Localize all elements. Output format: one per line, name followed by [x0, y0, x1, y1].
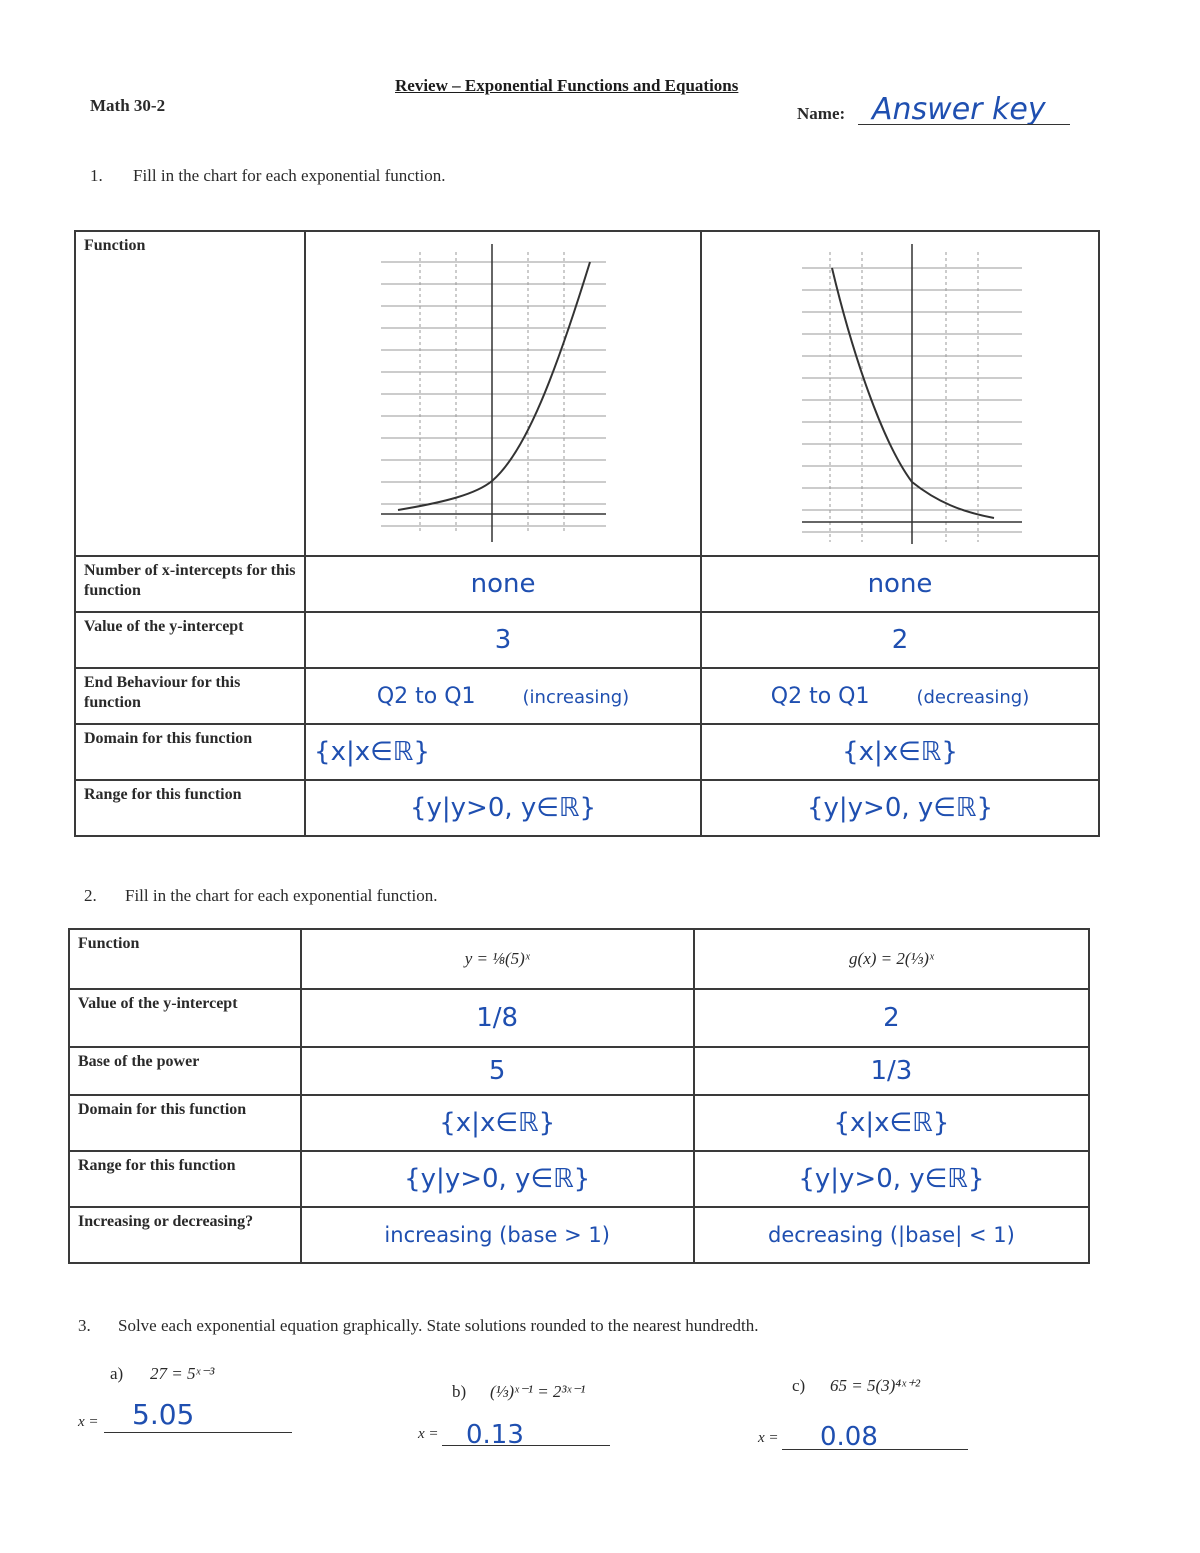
q2-row-yint-label: Value of the y-intercept — [69, 989, 301, 1047]
q2-c2-yint: 2 — [694, 989, 1089, 1047]
q3c-answer: 0.08 — [820, 1422, 878, 1452]
q1-c1-xint: none — [305, 556, 701, 612]
q2-row-range-label: Range for this function — [69, 1151, 301, 1207]
q1-graph-cell-1 — [305, 231, 701, 556]
q2-row-incdec-label: Increasing or decreasing? — [69, 1207, 301, 1263]
q2-c2-function: g(x) = 2(⅓)ˣ — [694, 929, 1089, 989]
q1-c1-end-note: (increasing) — [522, 686, 630, 708]
q3a-equation: 27 = 5ˣ⁻³ — [150, 1364, 215, 1383]
q3b-equation: (⅓)ˣ⁻¹ = 2³ˣ⁻¹ — [490, 1382, 586, 1401]
q3a-label: a) — [110, 1364, 124, 1383]
q2-c2-range: {y|y>0, y∈ℝ} — [694, 1151, 1089, 1207]
q1-number: 1. — [90, 166, 103, 185]
q1-c1-range: {y|y>0, y∈ℝ} — [305, 780, 701, 836]
q1-graph-decreasing — [702, 232, 1096, 550]
q3a-answer: 5.05 — [132, 1398, 195, 1431]
q1-row-range-label: Range for this function — [75, 780, 305, 836]
grid-lines — [381, 252, 606, 532]
q2-row-function-label: Function — [69, 929, 301, 989]
q3-number: 3. — [78, 1316, 91, 1335]
q3b-answer: 0.13 — [466, 1420, 524, 1450]
name-label: Name: — [797, 104, 846, 123]
q2-c2-incdec: decreasing (|base| < 1) — [694, 1207, 1089, 1263]
q2-prompt: Fill in the chart for each exponential function. — [125, 886, 438, 905]
name-underline — [858, 124, 1070, 125]
q2-c1-function: y = ⅛(5)ˣ — [301, 929, 694, 989]
q2-number: 2. — [84, 886, 97, 905]
q1-c2-xint: none — [701, 556, 1099, 612]
page-title: Review – Exponential Functions and Equations — [395, 76, 739, 95]
q1-c1-end — [305, 668, 701, 724]
q1-c2-end-value: Q2 to Q1 — [770, 683, 870, 709]
q2-c2-domain: {x|x∈ℝ} — [694, 1095, 1089, 1151]
q1-row-domain-label: Domain for this function — [75, 724, 305, 780]
q1-c2-range: {y|y>0, y∈ℝ} — [701, 780, 1099, 836]
q1-c2-domain: {x|x∈ℝ} — [701, 724, 1099, 780]
q2-c1-base: 5 — [301, 1047, 694, 1095]
q3b-label: b) — [452, 1382, 467, 1401]
q2-row-domain-label: Domain for this function — [69, 1095, 301, 1151]
q3a-answer-line — [104, 1432, 292, 1433]
q2-c2-base: 1/3 — [694, 1047, 1089, 1095]
q1-row-yint-label: Value of the y-intercept — [75, 612, 305, 668]
q1-graph-cell-2 — [701, 231, 1099, 556]
q1-row-xint-label: Number of x-intercepts for this function — [75, 556, 305, 612]
q1-c2-end — [701, 668, 1099, 724]
q2-c1-range: {y|y>0, y∈ℝ} — [301, 1151, 694, 1207]
q1-c2-end-note: (decreasing) — [916, 686, 1030, 708]
q2-c1-incdec: increasing (base > 1) — [301, 1207, 694, 1263]
name-value: Answer key — [872, 92, 1046, 127]
q3-prompt: Solve each exponential equation graphically. State solutions rounded to the nearest hundredth. — [118, 1316, 759, 1335]
q1-graph-increasing — [306, 232, 698, 550]
q3c-x-label: x = — [758, 1430, 779, 1446]
q1-c1-domain: {x|x∈ℝ} — [305, 724, 701, 780]
q2-c1-domain: {x|x∈ℝ} — [301, 1095, 694, 1151]
q1-prompt: Fill in the chart for each exponential function. — [133, 166, 446, 185]
q3a-x-label: x = — [78, 1414, 99, 1430]
q1-row-end-label: End Behaviour for this function — [75, 668, 305, 724]
q1-table — [74, 230, 1100, 837]
q3b-x-label: x = — [418, 1426, 439, 1442]
course-label: Math 30-2 — [90, 96, 166, 115]
q3c-equation: 65 = 5(3)⁴ˣ⁺² — [830, 1376, 921, 1395]
q3c-label: c) — [792, 1376, 806, 1395]
exponential-curve-increasing — [398, 262, 590, 510]
q2-c1-yint: 1/8 — [301, 989, 694, 1047]
q1-c2-yint: 2 — [701, 612, 1099, 668]
q2-row-base-label: Base of the power — [69, 1047, 301, 1095]
q1-c1-end-value: Q2 to Q1 — [376, 683, 476, 709]
q2-table — [68, 928, 1090, 1264]
q1-row-function-label: Function — [75, 231, 305, 556]
q1-c1-yint: 3 — [305, 612, 701, 668]
exponential-curve-decreasing — [832, 268, 994, 518]
